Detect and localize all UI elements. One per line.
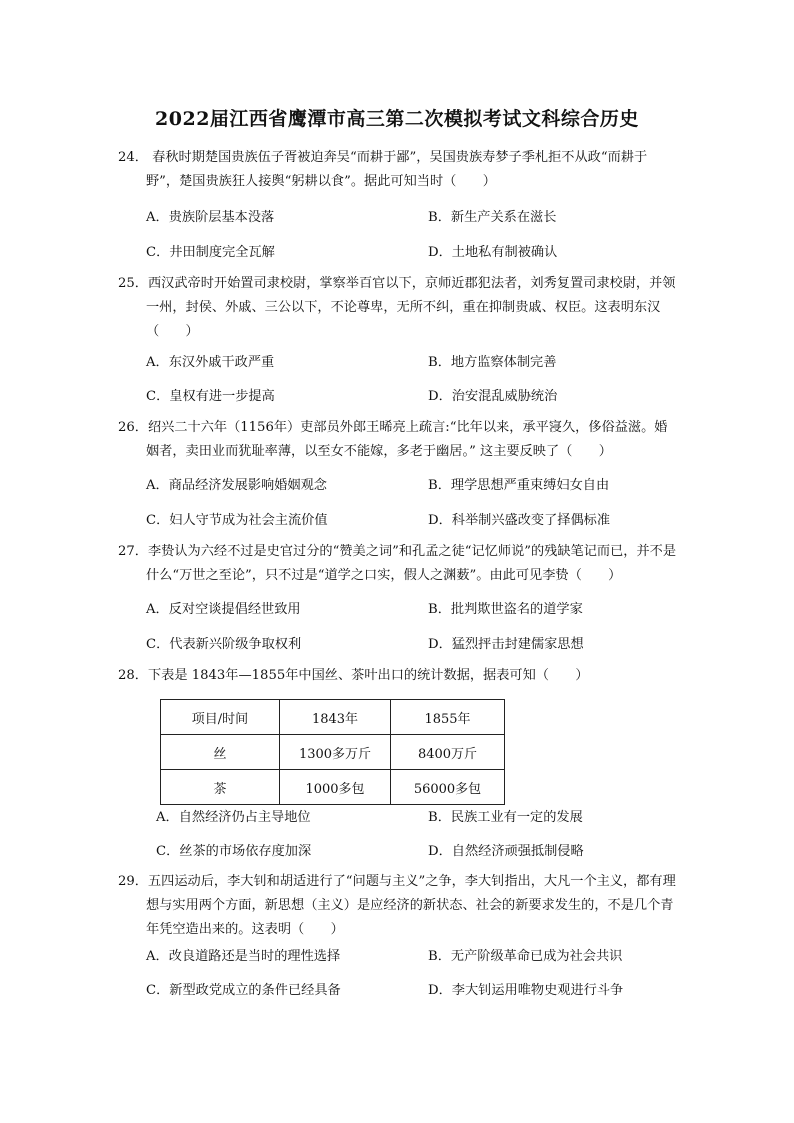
question-26 (118, 416, 678, 464)
option-b: B．无产阶级革命已成为社会共识 (428, 949, 623, 964)
option-b: B．民族工业有一定的发展 (428, 810, 583, 825)
question-stem: 26．绍兴二十六年（1156年）吏部员外郎王晞亮上疏言:“比年以来，承平寖久，侈俗益滋。婚姻者，卖田业而犹耻率薄，以至女不能嫁，多老于幽居。” 这主要反映了（ ） (118, 420, 668, 459)
option-b: B．批判欺世盗名的道学家 (428, 602, 583, 617)
table-header-cell: 项目/时间 (161, 700, 280, 735)
question-27 (118, 540, 678, 588)
option-c: C．井田制度完全瓦解 (146, 245, 275, 260)
table-cell: 1300多万斤 (280, 735, 391, 770)
export-data-table (160, 699, 505, 805)
table-cell: 茶 (161, 770, 280, 805)
question-stem: 25．西汉武帝时开始置司隶校尉，掌察举百官以下，京师近郡犯法者，刘秀复置司隶校尉，并领一州，封侯、外戚、三公以下，不论尊卑，无所不纠，重在抑制贵戚、权臣。这表明东汉（ ） (118, 276, 676, 339)
page-title: 2022届江西省鹰潭市高三第二次模拟考试文科综合历史 (155, 108, 639, 130)
option-c: C．皇权有进一步提高 (146, 389, 275, 404)
table-row (161, 770, 505, 805)
table-header-row (161, 700, 505, 735)
option-c: C．新型政党成立的条件已经具备 (146, 983, 341, 998)
option-a: A．反对空谈提倡经世致用 (146, 602, 301, 617)
option-d: D．自然经济顽强抵制侵略 (428, 844, 584, 859)
option-c: C．丝茶的市场依存度加深 (156, 844, 312, 859)
option-d: D．科举制兴盛改变了择偶标准 (428, 513, 611, 528)
question-29 (118, 870, 678, 942)
question-stem: 24． 春秋时期楚国贵族伍子胥被迫奔吴“而耕于鄙”，吴国贵族寿梦子季札拒不从政“而耕于野”，楚国贵族狂人接舆“躬耕以食”。据此可知当时（ ） (118, 150, 648, 189)
question-stem: 27．李贽认为六经不过是史官过分的“赞美之词”和孔孟之徒“记忆师说”的残缺笔记而已，并不是什么“万世之至论”，只不过是“道学之口实，假人之渊薮”。由此可见李贽（ ） (118, 544, 677, 583)
question-stem: 29．五四运动后，李大钊和胡适进行了“问题与主义”之争，李大钊指出，大凡一个主义，都有理想与实用两个方面，新思想（主义）是应经济的新状态、社会的新要求发生的，不是几个青年凭空造出来的。这表明（ ） (118, 874, 676, 937)
option-b: B．地方监察体制完善 (428, 355, 557, 370)
option-c: C．代表新兴阶级争取权利 (146, 637, 302, 652)
option-a: A．东汉外戚干政严重 (146, 355, 275, 370)
option-b: B．新生产关系在滋长 (428, 210, 557, 225)
question-24 (118, 146, 678, 194)
option-d: D．土地私有制被确认 (428, 245, 558, 260)
table-row (161, 735, 505, 770)
option-a: A．商品经济发展影响婚姻观念 (146, 478, 327, 493)
question-25 (118, 272, 678, 344)
option-b: B．理学思想严重束缚妇女自由 (428, 478, 610, 493)
table-header-cell: 1843年 (280, 700, 391, 735)
option-a: A．贵族阶层基本没落 (146, 210, 275, 225)
option-d: D．猛烈抨击封建儒家思想 (428, 637, 584, 652)
question-stem: 28．下表是 1843年—1855年中国丝、茶叶出口的统计数据，据表可知（ ） (118, 668, 589, 683)
option-d: D．李大钊运用唯物史观进行斗争 (428, 983, 624, 998)
option-a: A．自然经济仍占主导地位 (156, 810, 311, 825)
table-header-cell: 1855年 (391, 700, 505, 735)
option-a: A．改良道路还是当时的理性选择 (146, 949, 341, 964)
option-d: D．治安混乱威胁统治 (428, 389, 558, 404)
option-c: C．妇人守节成为社会主流价值 (146, 513, 328, 528)
table-cell: 丝 (161, 735, 280, 770)
table-cell: 1000多包 (280, 770, 391, 805)
table-cell: 8400万斤 (391, 735, 505, 770)
question-28 (118, 664, 678, 688)
table-cell: 56000多包 (391, 770, 505, 805)
